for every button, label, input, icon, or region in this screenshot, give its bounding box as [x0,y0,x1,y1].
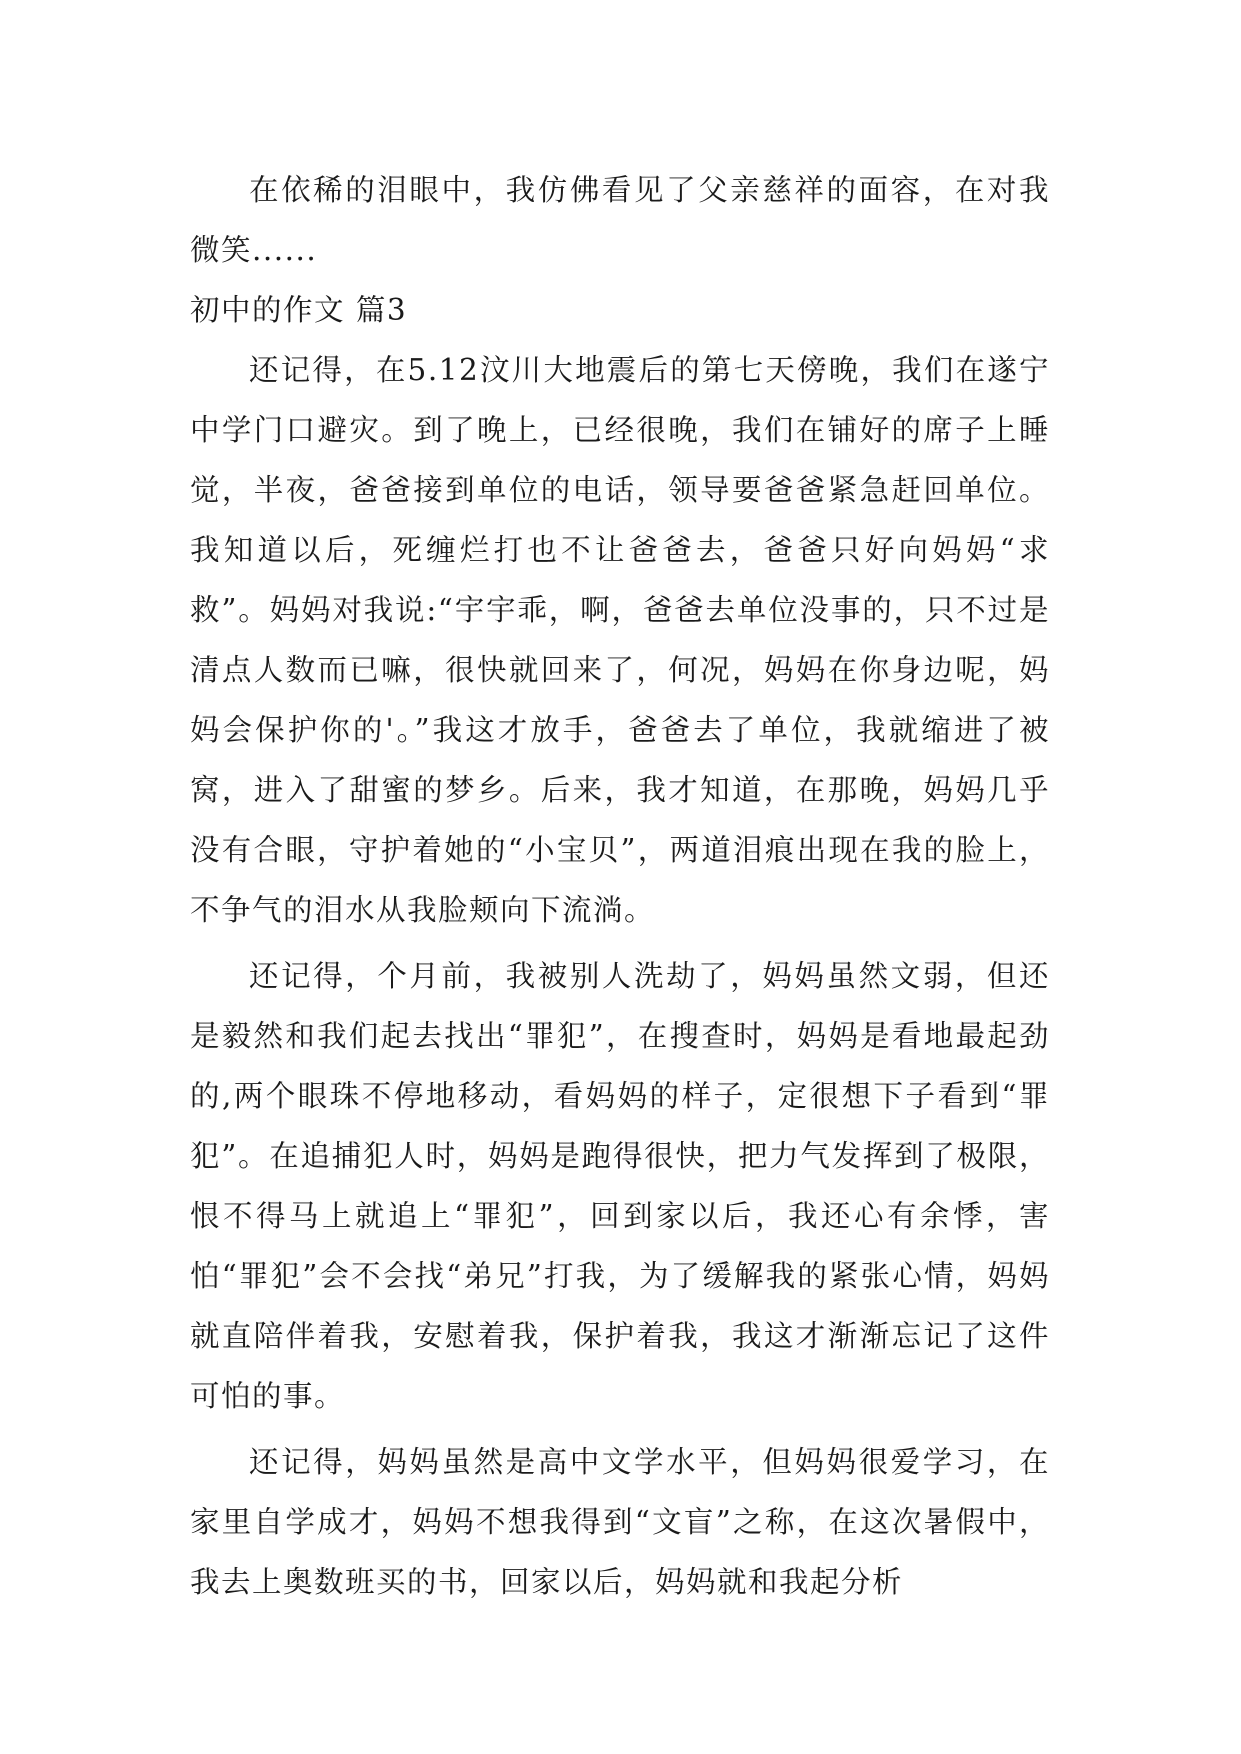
paragraph-1: 还记得，在5.12汶川大地震后的第七天傍晚，我们在遂宁中学门口避灾。到了晚上，已经很晚，我们在铺好的席子上睡觉，半夜，爸爸接到单位的电话，领导要爸爸紧急赶回单位。我知道以后，死缠烂打也不让爸爸去，爸爸只好向妈妈“求救”。妈妈对我说:“宇宇乖，啊，爸爸去单位没事的，只不过是清点人数而已嘛，很快就回来了，何况，妈妈在你身边呢，妈妈会保护你的'。”我这才放手，爸爸去了单位，我就缩进了被窝，进入了甜蜜的梦乡。后来，我才知道，在那晚，妈妈几乎没有合眼，守护着她的“小宝贝”，两道泪痕出现在我的脸上，不争气的泪水从我脸颊向下流淌。 [190,353,1050,927]
paragraph-3: 还记得，妈妈虽然是高中文学水平，但妈妈很爱学习，在家里自学成才，妈妈不想我得到“文盲”之称，在这次暑假中，我去上奥数班买的书，回家以后，妈妈就和我起分析 [190,1445,1050,1599]
paragraph-intro: 在依稀的泪眼中，我仿佛看见了父亲慈祥的面容，在对我微笑...... [190,173,1050,267]
section-heading: 初中的作文 篇3 [190,293,408,327]
document-body [190,160,1050,1612]
paragraph-2: 还记得，个月前，我被别人洗劫了，妈妈虽然文弱，但还是毅然和我们起去找出“罪犯”，在搜查时，妈妈是看地最起劲的,两个眼珠不停地移动，看妈妈的样子，定很想下子看到“罪犯”。在追捕犯人时，妈妈是跑得很快，把力气发挥到了极限，恨不得马上就追上“罪犯”，回到家以后，我还心有余悸，害怕“罪犯”会不会找“弟兄”打我，为了缓解我的紧张心情，妈妈就直陪伴着我，安慰着我，保护着我，我这才渐渐忘记了这件可怕的事。 [190,959,1050,1413]
